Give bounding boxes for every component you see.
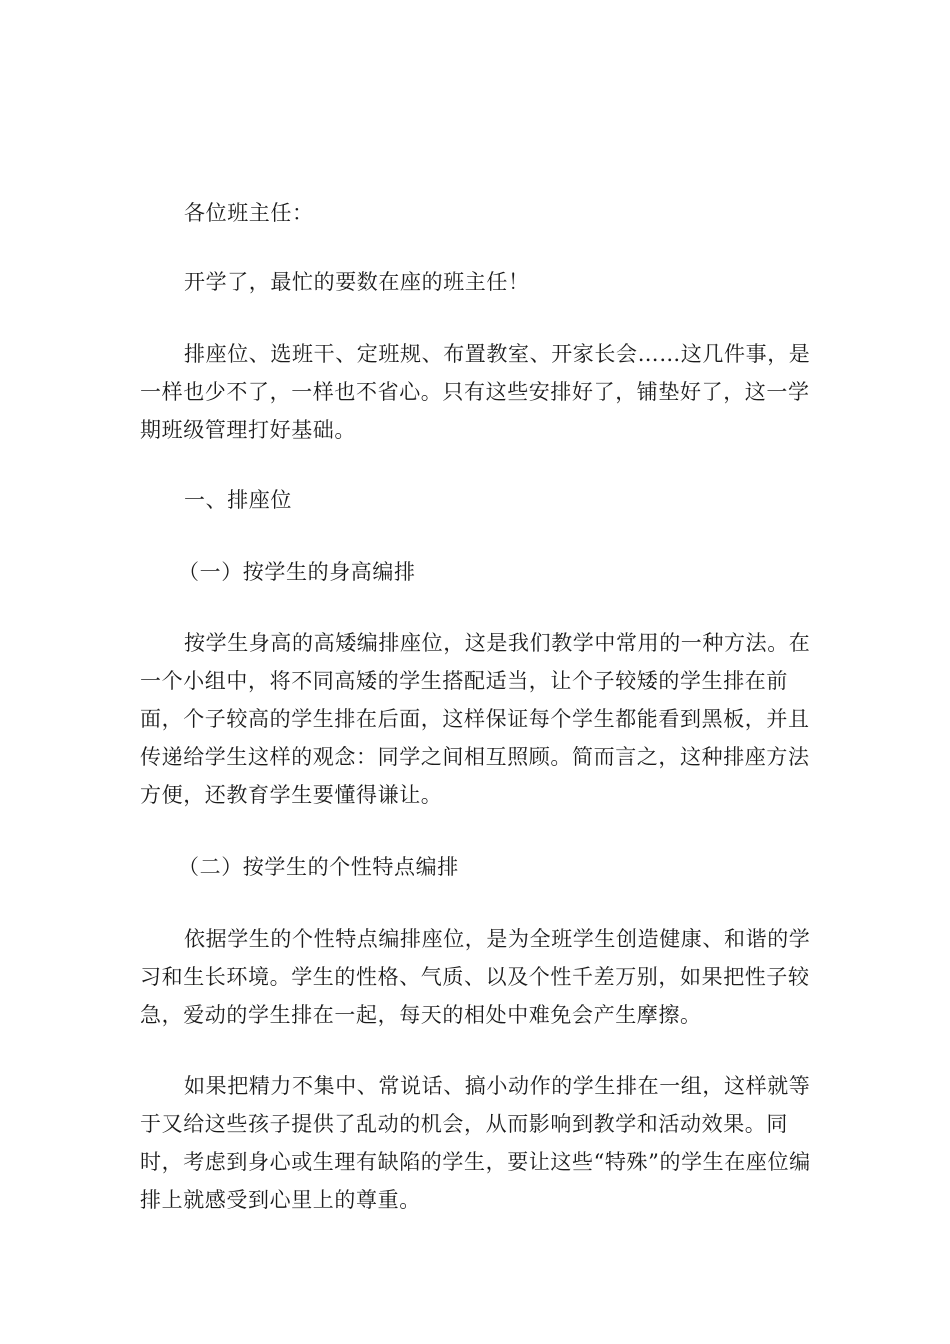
personality-paragraph-2: 如果把精力不集中、常说话、搞小动作的学生排在一组，这样就等于又给这些孩子提供了乱动的机会，从而影响到教学和活动效果。同时，考虑到身心或生理有缺陷的学生，要让这些“特殊”的学生在座位编排上就感受到心里上的尊重。 (140, 1074, 811, 1212)
salutation: 各位班主任： (184, 201, 314, 225)
subsection-title-personality: （二）按学生的个性特点编排 (178, 855, 459, 879)
section-title-seating: 一、排座位 (184, 488, 292, 512)
subsection-title-height: （一）按学生的身高编排 (178, 560, 416, 584)
intro-paragraph: 开学了，最忙的要数在座的班主任！ (184, 270, 530, 294)
personality-paragraph-1: 依据学生的个性特点编排座位，是为全班学生创造健康、和谐的学习和生长环境。学生的性格、气质、以及个性千差万别，如果把性子较急，爱动的学生排在一起，每天的相处中难免会产生摩擦。 (140, 927, 811, 1027)
height-arrangement-paragraph: 按学生身高的高矮编排座位，这是我们教学中常用的一种方法。在一个小组中，将不同高矮的学生搭配适当，让个子较矮的学生排在前面，个子较高的学生排在后面，这样保证每个学生都能看到黑板，并且传递给学生这样的观念：同学之间相互照顾。简而言之，这种排座方法方便，还教育学生要懂得谦让。 (140, 631, 811, 807)
overview-paragraph: 排座位、选班干、定班规、布置教室、开家长会……这几件事，是一样也少不了，一样也不省心。只有这些安排好了，铺垫好了，这一学期班级管理打好基础。 (140, 342, 811, 442)
